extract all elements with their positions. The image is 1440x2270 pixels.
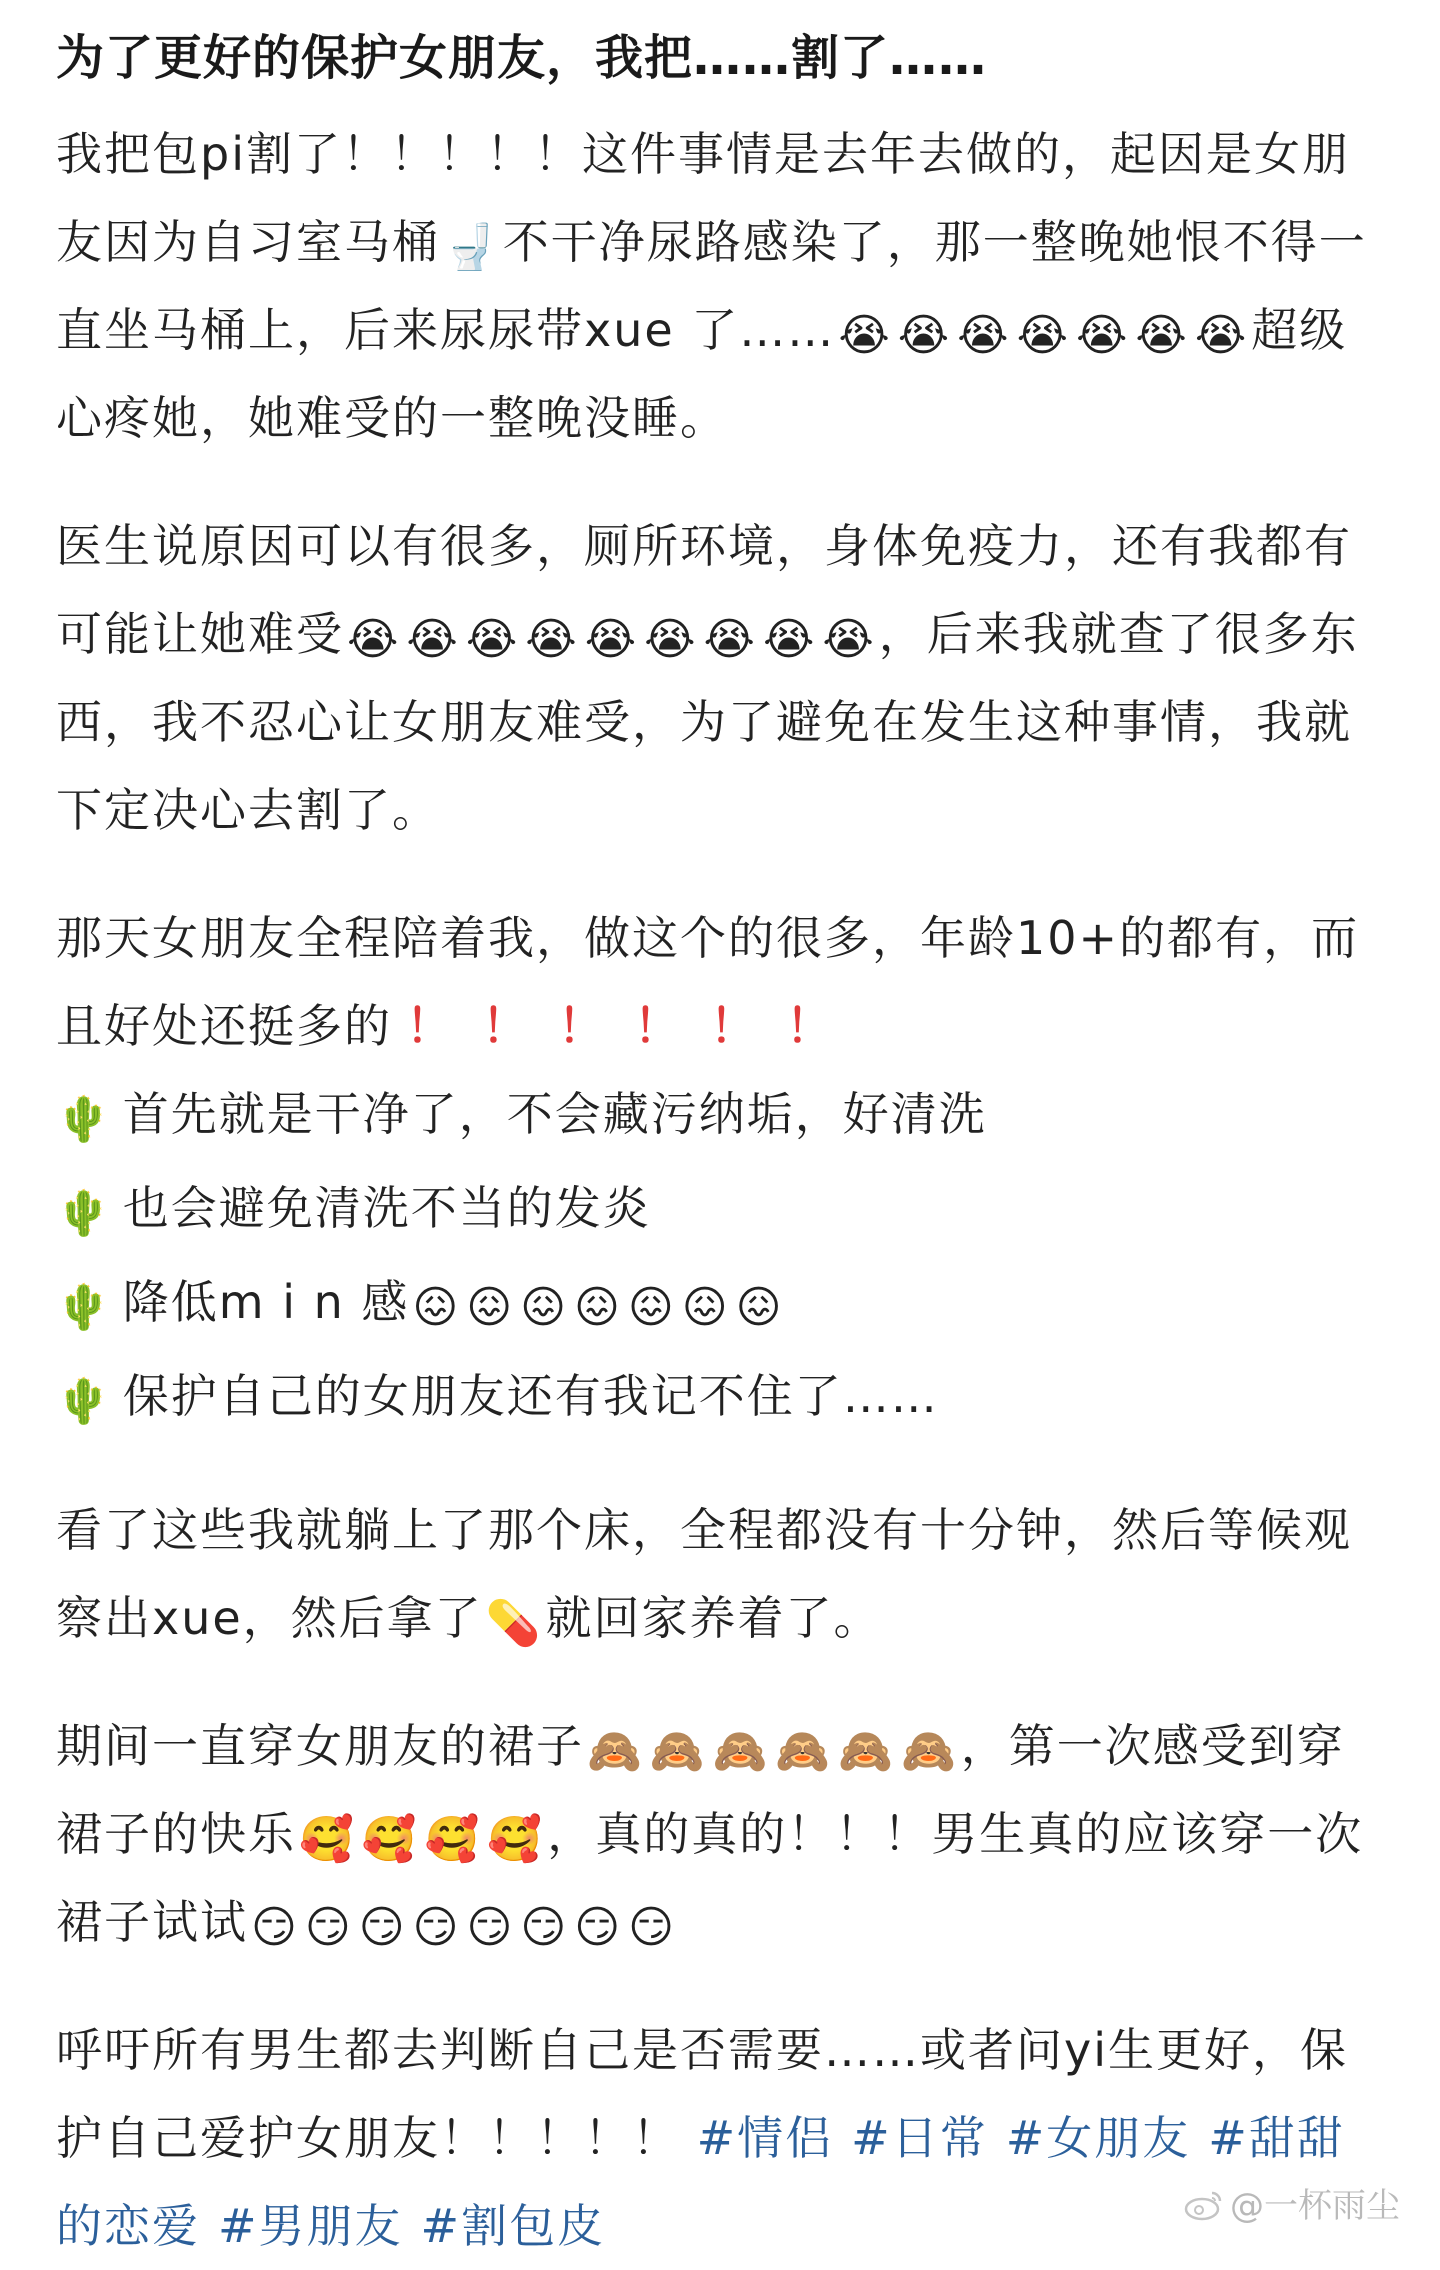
smirk-face-icon: 😏 bbox=[520, 1902, 569, 1953]
cactus-icon: 🌵 bbox=[56, 1094, 113, 1145]
benefit-item bbox=[56, 1258, 1384, 1352]
p4-text-1: 看了这些我就躺上了那个床，全程都没有十分钟，然后等候观察出xue，然后拿了 bbox=[56, 1503, 1352, 1645]
p3-text-1: 那天女朋友全程陪着我，做这个的很多，年龄10+的都有，而且好处还挺多的 bbox=[56, 911, 1360, 1053]
hashtag-link[interactable]: #甜甜的恋爱 bbox=[56, 2111, 1345, 2253]
cactus-icon: 🌵 bbox=[56, 1188, 113, 1239]
smirk-face-icon: 😏 bbox=[251, 1902, 299, 1953]
hashtag-link[interactable]: #女朋友 bbox=[1005, 2111, 1191, 2165]
paragraph-5 bbox=[56, 1702, 1384, 1966]
covering-face-icon: 🙈 bbox=[587, 1726, 644, 1777]
happy-face-icon: 🥰 bbox=[299, 1814, 356, 1865]
weibo-icon bbox=[1184, 2186, 1224, 2226]
shy-face-icon: 😖 bbox=[412, 1282, 461, 1333]
p1-text-2: 不干净尿路感染了，那一整晚她恨不得一直坐马桶上，后来尿尿带xue 了…… bbox=[56, 215, 1367, 357]
smirk-face-icon: 😏 bbox=[358, 1902, 407, 1953]
covering-face-icon: 🙈 bbox=[838, 1726, 895, 1777]
benefit-item bbox=[56, 1070, 1384, 1164]
paragraph-4 bbox=[56, 1486, 1384, 1662]
hashtag-link[interactable]: #日常 bbox=[851, 2111, 988, 2165]
paragraph-2 bbox=[56, 502, 1384, 854]
crying-face-icon: 😭 bbox=[347, 614, 401, 665]
crying-face-icon: 😭 bbox=[957, 310, 1011, 361]
crying-face-icon: 😭 bbox=[644, 614, 698, 665]
watermark-text: @一杯雨尘 bbox=[1230, 2186, 1400, 2226]
toilet-icon: 🚽 bbox=[443, 222, 500, 273]
crying-face-icon: 😭 bbox=[406, 614, 460, 665]
p1-text-1: 我把包pi割了！！！！！这件事情是去年去做的，起因是女朋友因为自习室马桶 bbox=[56, 127, 1350, 269]
p2-text-2: ，后来我就查了很多东西，我不忍心让女朋友难受，为了避免在发生这种事情，我就下定决心去割了。 bbox=[56, 607, 1359, 837]
crying-face-icon: 😭 bbox=[1194, 310, 1249, 361]
post-title: 为了更好的保护女朋友，我把……割了…… bbox=[56, 30, 988, 86]
hashtag-link[interactable]: #男朋友 bbox=[218, 2199, 403, 2253]
exclamation-icon: ！ bbox=[710, 999, 758, 1053]
hashtag-link[interactable]: #情侣 bbox=[696, 2111, 834, 2165]
paragraph-3 bbox=[56, 894, 1384, 1446]
exclamation-icon: ！ bbox=[482, 999, 530, 1053]
exclamation-icon: ！ bbox=[558, 999, 606, 1053]
covering-face-icon: 🙈 bbox=[775, 1726, 833, 1777]
covering-face-icon: 🙈 bbox=[712, 1726, 770, 1777]
crying-face-icon: 😭 bbox=[1016, 310, 1070, 361]
exclamation-icon: ！ bbox=[786, 999, 834, 1053]
crying-face-icon: 😭 bbox=[465, 614, 520, 665]
covering-face-icon: 🙈 bbox=[649, 1726, 707, 1777]
watermark bbox=[1184, 2178, 1400, 2227]
crying-face-icon: 😭 bbox=[822, 614, 876, 665]
paragraph-1 bbox=[56, 110, 1384, 462]
p5-text-1: 期间一直穿女朋友的裙子 bbox=[56, 1719, 584, 1773]
exclamation-icon: ！ bbox=[406, 999, 454, 1053]
benefit-text: 也会避免清洗不当的发炎 bbox=[122, 1181, 651, 1235]
shy-face-icon: 😖 bbox=[520, 1282, 569, 1333]
crying-face-icon: 😭 bbox=[584, 614, 639, 665]
p4-text-2: 就回家养着了。 bbox=[545, 1591, 882, 1645]
p5-text-3: ，真的真的！！！男生真的应该穿一次裙子试试 bbox=[56, 1807, 1364, 1949]
happy-face-icon: 🥰 bbox=[424, 1814, 482, 1865]
shy-face-icon: 😖 bbox=[735, 1282, 784, 1333]
shy-face-icon: 😖 bbox=[574, 1282, 622, 1333]
shy-face-icon: 😖 bbox=[466, 1282, 515, 1333]
crying-face-icon: 😭 bbox=[703, 614, 757, 665]
p1-text-3: 超级心疼她，她难受的一整晚没睡。 bbox=[56, 303, 1348, 445]
shy-face-icon: 😖 bbox=[681, 1282, 730, 1333]
smirk-face-icon: 😏 bbox=[574, 1902, 623, 1953]
benefit-item bbox=[56, 1352, 1384, 1446]
cactus-icon: 🌵 bbox=[56, 1376, 113, 1427]
p5-text-2: ，第一次感受到穿裙子的快乐 bbox=[56, 1719, 1345, 1861]
hashtag-link[interactable]: #割包皮 bbox=[420, 2199, 606, 2253]
benefit-text: 首先就是干净了，不会藏污纳垢，好清洗 bbox=[122, 1087, 987, 1141]
crying-face-icon: 😭 bbox=[762, 614, 817, 665]
smirk-face-icon: 😏 bbox=[628, 1902, 676, 1953]
benefit-item bbox=[56, 1164, 1384, 1258]
crying-face-icon: 😭 bbox=[838, 310, 892, 361]
benefit-text: 降低m i n 感 bbox=[122, 1275, 410, 1329]
benefit-text: 保护自己的女朋友还有我记不住了…… bbox=[122, 1369, 939, 1423]
crying-face-icon: 😭 bbox=[1135, 310, 1189, 361]
crying-face-icon: 😭 bbox=[525, 614, 579, 665]
smirk-face-icon: 😏 bbox=[466, 1902, 515, 1953]
exclamation-icon: ！ bbox=[634, 999, 682, 1053]
crying-face-icon: 😭 bbox=[897, 310, 952, 361]
smirk-face-icon: 😏 bbox=[412, 1902, 461, 1953]
covering-face-icon: 🙈 bbox=[900, 1726, 958, 1777]
smirk-face-icon: 😏 bbox=[304, 1902, 353, 1953]
happy-face-icon: 🥰 bbox=[487, 1814, 545, 1865]
p2-text-1: 医生说原因可以有很多，厕所环境，身体免疫力，还有我都有可能让她难受 bbox=[56, 519, 1352, 661]
paragraph-6 bbox=[56, 2006, 1384, 2270]
shy-face-icon: 😖 bbox=[627, 1282, 676, 1333]
pill-icon: 💊 bbox=[485, 1598, 543, 1649]
crying-face-icon: 😭 bbox=[1076, 310, 1130, 361]
cactus-icon: 🌵 bbox=[56, 1282, 113, 1333]
happy-face-icon: 🥰 bbox=[361, 1814, 419, 1865]
p6-text-1: 呼吁所有男生都去判断自己是否需要……或者问yi生更好，保护自己爱护女朋友！！！！！ bbox=[56, 2023, 1349, 2165]
